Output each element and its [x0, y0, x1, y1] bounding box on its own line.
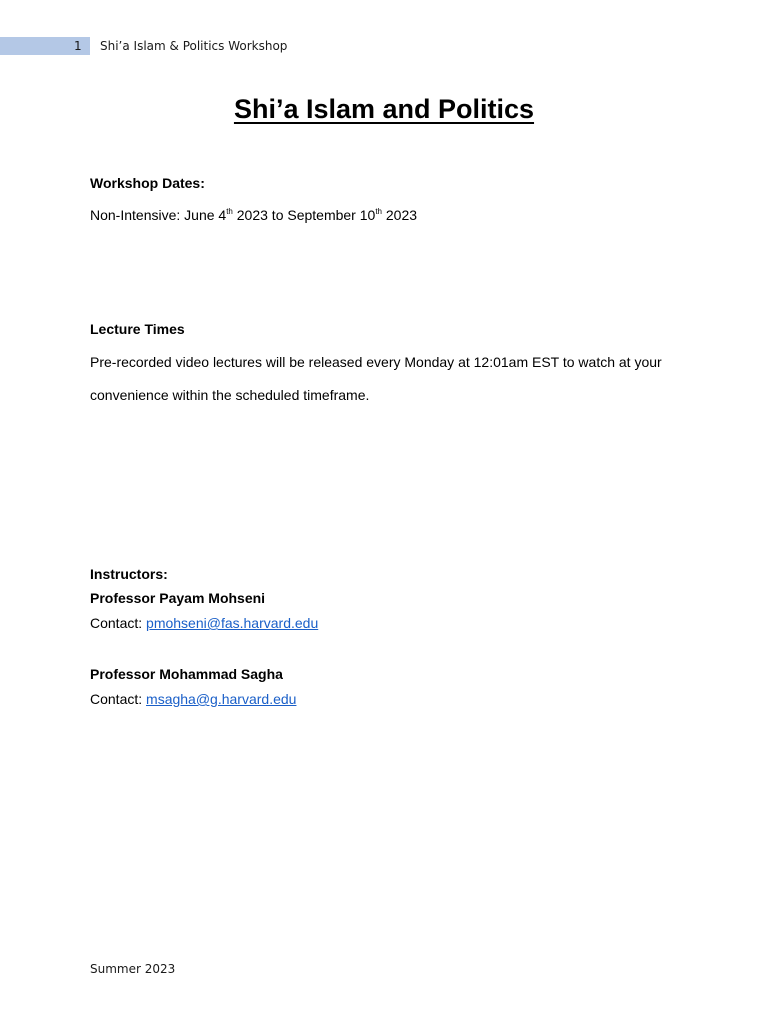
instructor-name: Professor Mohammad Sagha: [90, 666, 283, 682]
contact-label: Contact:: [90, 691, 147, 707]
lecture-times-line-2: convenience within the scheduled timeframe.: [90, 387, 370, 403]
instructor-contact: [90, 614, 318, 632]
dates-start-sup: th: [226, 207, 233, 216]
instructor-contact: [90, 690, 296, 708]
lecture-times-line-1: Pre-recorded video lectures will be released every Monday at 12:01am EST to watch at your: [90, 354, 662, 370]
lecture-times-heading: Lecture Times: [90, 321, 185, 337]
dates-prefix: Non-Intensive: June 4: [90, 207, 227, 223]
contact-label: Contact:: [90, 615, 147, 631]
workshop-dates-text: [90, 206, 417, 224]
instructor-email-link[interactable]: msagha@g.harvard.edu: [146, 691, 297, 707]
instructor-email-link[interactable]: pmohseni@fas.harvard.edu: [146, 615, 319, 631]
instructors-heading: Instructors:: [90, 566, 168, 582]
dates-end-sup: th: [375, 207, 382, 216]
header-title: Shi’a Islam & Politics Workshop: [100, 39, 288, 53]
footer-text: Summer 2023: [90, 962, 176, 976]
workshop-dates-heading: Workshop Dates:: [90, 175, 205, 191]
document-title: Shi’a Islam and Politics: [233, 94, 535, 124]
page-number: 1: [74, 39, 82, 53]
dates-suffix: 2023: [381, 207, 418, 223]
instructor-name: Professor Payam Mohseni: [90, 590, 266, 606]
dates-middle: 2023 to September 10: [232, 207, 376, 223]
